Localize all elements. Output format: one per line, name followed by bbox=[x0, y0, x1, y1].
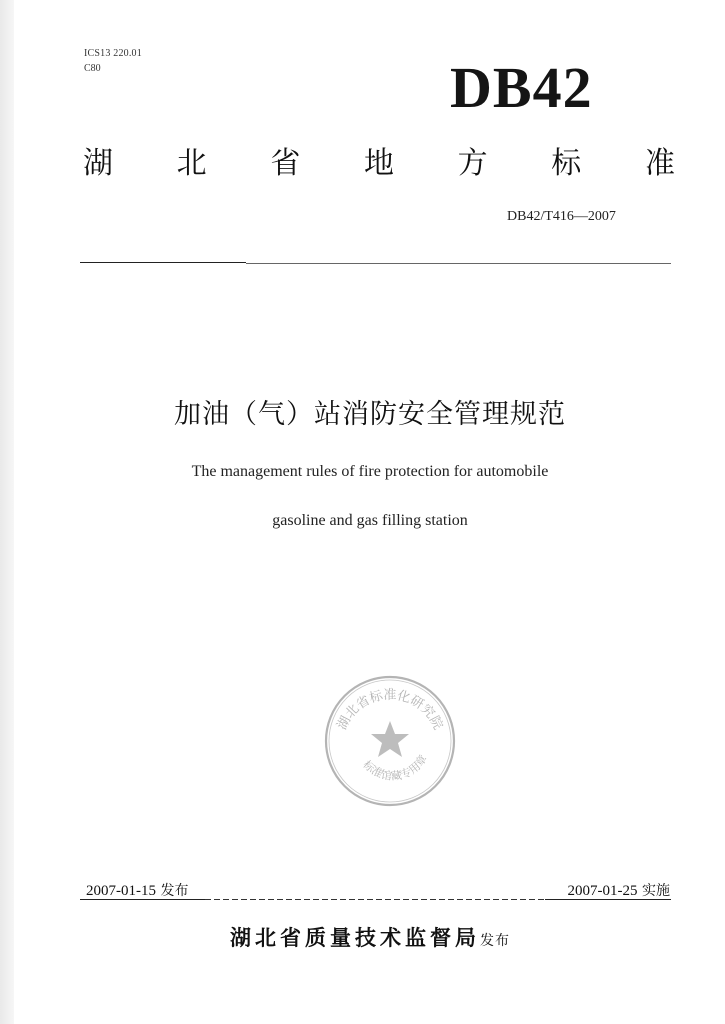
issue-date: 2007-01-15 bbox=[86, 883, 156, 899]
standard-type-char: 标 bbox=[551, 146, 582, 181]
standard-number: DB42/T416—2007 bbox=[507, 209, 616, 224]
standard-type-heading bbox=[83, 142, 675, 186]
seal-star-icon bbox=[371, 721, 409, 757]
issuer-suffix: 发布 bbox=[480, 933, 510, 949]
implement-label: 实施 bbox=[642, 883, 670, 899]
standard-type-char: 地 bbox=[363, 146, 394, 181]
svg-text:标准馆藏专用章 bbox=[360, 752, 429, 783]
implement-date-block bbox=[568, 880, 670, 900]
header-divider-left bbox=[80, 262, 246, 263]
ccs-code: C80 bbox=[84, 63, 101, 74]
document-title-english-line2: gasoline and gas filling station bbox=[272, 512, 468, 529]
standard-type-char: 湖 bbox=[83, 146, 113, 181]
standard-type-char: 北 bbox=[176, 146, 207, 181]
seal-text-bottom: 标准馆藏专用章 bbox=[360, 752, 430, 783]
issuer-name: 湖北省质量技术监督局 bbox=[230, 926, 480, 950]
ics-code: ICS13 220.01 bbox=[84, 48, 142, 59]
library-seal-stamp bbox=[320, 671, 460, 811]
issue-date-block bbox=[86, 880, 188, 900]
standard-type-char: 准 bbox=[644, 146, 675, 181]
standard-type-char: 省 bbox=[270, 146, 301, 181]
issue-label: 发布 bbox=[160, 883, 189, 899]
standard-prefix-code: DB42 bbox=[450, 55, 593, 120]
header-divider-right bbox=[246, 263, 671, 264]
seal-text-top: 湖北省标准化研究院 bbox=[334, 688, 446, 733]
document-title-chinese: 加油（气）站消防安全管理规范 bbox=[174, 399, 566, 430]
document-title-english-line1: The management rules of fire protection for automobile bbox=[191, 463, 549, 480]
implement-date: 2007-01-25 bbox=[567, 883, 638, 899]
standard-type-char: 方 bbox=[457, 146, 488, 181]
footer-divider-dashed bbox=[205, 899, 545, 900]
issuing-authority bbox=[0, 922, 725, 952]
